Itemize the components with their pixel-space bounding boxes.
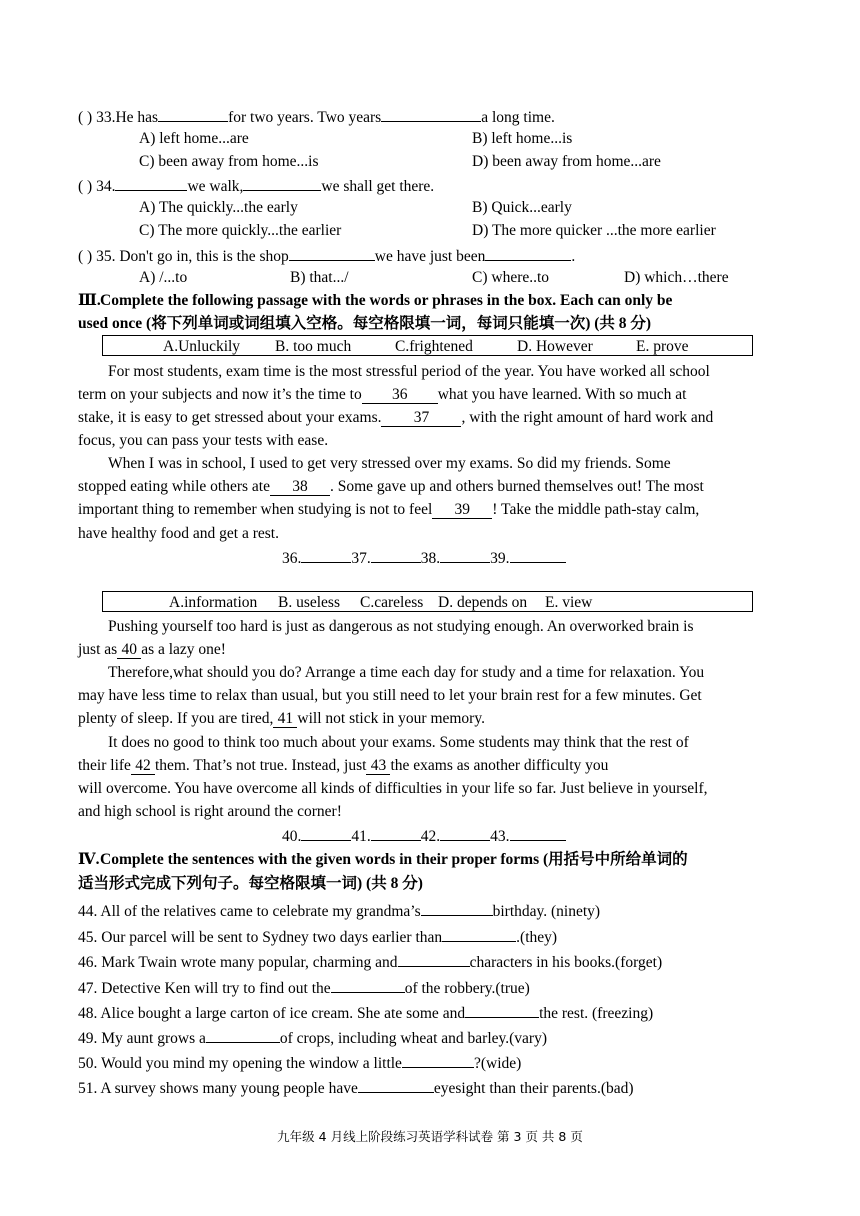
answer-label: 37. [351, 550, 371, 567]
q33-option-c: C) been away from home...is [139, 153, 319, 170]
passage-5-line [78, 756, 608, 776]
answer-line-40-43 [282, 825, 566, 847]
blank-43[interactable]: 43 [366, 758, 390, 775]
word-option: C.careless [360, 594, 424, 611]
q33-option-b: B) left home...is [472, 130, 573, 147]
section-numeral: Ⅲ. [78, 292, 101, 309]
text-run: birthday. (ninety) [492, 903, 601, 920]
text-run: . Some gave up and others burned themselves out! The most [329, 478, 704, 495]
answer-blank[interactable] [440, 825, 490, 841]
q34-text-a: ( ) 34. [78, 178, 116, 195]
answer-blank[interactable] [358, 1077, 434, 1093]
text-run: just as [78, 641, 118, 658]
word-option: B. useless [278, 594, 340, 611]
q34-option-a: A) The quickly...the early [139, 199, 298, 216]
answer-label: 40. [282, 828, 302, 845]
answer-blank[interactable] [440, 547, 490, 563]
text-run: term on your subjects and now it’s the time to [78, 386, 362, 403]
text-run: of the robbery.(true) [404, 980, 530, 997]
text-run: characters in his books.(forget) [469, 954, 663, 971]
text-run: .(they) [516, 929, 558, 946]
answer-blank[interactable] [115, 175, 187, 191]
answer-blank[interactable] [243, 175, 321, 191]
answer-blank[interactable] [371, 825, 421, 841]
text-run: the exams as another difficulty you [390, 757, 609, 774]
answer-line-36-39 [282, 547, 566, 569]
section-numeral: Ⅳ. [78, 851, 100, 868]
question-34-stem [78, 175, 434, 197]
text-run: 48. Alice bought a large carton of ice cream. She ate some and [78, 1005, 466, 1022]
text-run: 49. My aunt grows a [78, 1030, 206, 1047]
blank-42[interactable]: 42 [131, 758, 155, 775]
section-3-heading-line2: used once (将下列单词或词组填入空格。每空格限填一词，每词只能填一次) (共 8 分) [78, 315, 652, 332]
sentence-item-48 [78, 1002, 653, 1024]
passage-1-line [78, 408, 713, 428]
blank-36[interactable]: 36 [362, 387, 438, 404]
answer-label: 42. [420, 828, 441, 845]
word-option: D. depends on [438, 594, 528, 611]
text-run: will not stick in your memory. [297, 710, 485, 727]
word-box-2 [102, 591, 753, 612]
answer-blank[interactable] [289, 245, 375, 261]
word-option: C.frightened [395, 338, 473, 355]
text-run: ?(wide) [473, 1055, 522, 1072]
answer-label: 36. [282, 550, 302, 567]
answer-blank[interactable] [301, 825, 351, 841]
text-run: of crops, including wheat and barley.(vary) [279, 1030, 548, 1047]
passage-1-line [78, 385, 686, 405]
sentence-item-50 [78, 1052, 521, 1074]
q33-text-a: ( ) 33.He has [78, 109, 159, 126]
passage-5-line: and high school is right around the corner! [78, 803, 342, 820]
answer-blank[interactable] [510, 547, 566, 563]
text-run: 47. Detective Ken will try to find out the [78, 980, 331, 997]
text-run: important thing to remember when studying is not to feel [78, 501, 433, 518]
q34-text-c: we shall get there. [321, 178, 435, 195]
q33-text-b: for two years. Two years [228, 109, 382, 126]
sentence-item-49 [78, 1027, 547, 1049]
answer-blank[interactable] [206, 1027, 280, 1043]
q34-option-c: C) The more quickly...the earlier [139, 222, 342, 239]
answer-blank[interactable] [371, 547, 421, 563]
passage-4-line: may have less time to relax than usual, but you still need to let your brain rest for a few minutes. Get [78, 687, 702, 704]
text-run: ! Take the middle path-stay calm, [492, 501, 700, 518]
word-option: A.information [169, 594, 258, 611]
blank-39[interactable]: 39 [432, 502, 492, 519]
passage-3-line [78, 640, 226, 660]
answer-label: 41. [351, 828, 371, 845]
word-option: E. view [545, 594, 593, 611]
passage-2-line [78, 500, 699, 520]
q35-text-b: we have just been [374, 248, 486, 265]
blank-41[interactable]: 41 [273, 711, 297, 728]
passage-3-line: Pushing yourself too hard is just as dangerous as not studying enough. An overworked brain is [108, 618, 694, 635]
answer-label: 38. [420, 550, 441, 567]
section-3-heading [78, 291, 672, 311]
word-box-1 [102, 335, 753, 356]
text-run: their life [78, 757, 131, 774]
text-run: 44. All of the relatives came to celebrate my grandma’s [78, 903, 421, 920]
text-run: eyesight than their parents.(bad) [433, 1080, 634, 1097]
text-run: plenty of sleep. If you are tired, [78, 710, 274, 727]
q33-text-c: a long time. [481, 109, 555, 126]
answer-blank[interactable] [465, 1002, 539, 1018]
text-run: 51. A survey shows many young people have [78, 1080, 358, 1097]
word-option: B. too much [275, 338, 352, 355]
answer-blank[interactable] [398, 951, 470, 967]
q33-option-a: A) left home...are [139, 130, 249, 147]
text-run: them. That’s not true. Instead, just [154, 757, 367, 774]
answer-blank[interactable] [442, 926, 516, 942]
sentence-item-46 [78, 951, 662, 973]
passage-2-line [78, 477, 704, 497]
blank-37[interactable]: 37 [381, 410, 461, 427]
sentence-item-45 [78, 926, 557, 948]
word-option: E. prove [636, 338, 689, 355]
word-option: D. However [517, 338, 593, 355]
q35-text-a: ( ) 35. Don't go in, this is the shop [78, 248, 289, 265]
word-option: A.Unluckily [163, 338, 241, 355]
passage-2-line: When I was in school, I used to get very stressed over my exams. So did my friends. Some [108, 455, 671, 472]
answer-label: 39. [490, 550, 510, 567]
text-run: stake, it is easy to get stressed about your exams. [78, 409, 382, 426]
answer-label: 43. [490, 828, 510, 845]
blank-40[interactable]: 40 [117, 642, 141, 659]
text-run: 46. Mark Twain wrote many popular, charming and [78, 954, 398, 971]
text-run: as a lazy one! [141, 641, 226, 658]
q34-option-b: B) Quick...early [472, 199, 572, 216]
q35-option-d: D) which…there [624, 269, 729, 286]
section-title: Complete the following passage with the words or phrases in the box. Each can only be [100, 292, 673, 309]
answer-blank[interactable] [510, 825, 566, 841]
section-4-heading-line2: 适当形式完成下列句子。每空格限填一词) (共 8 分) [78, 875, 423, 892]
answer-blank[interactable] [421, 900, 493, 916]
answer-blank[interactable] [381, 106, 481, 122]
q35-option-b: B) that.../ [290, 269, 349, 286]
text-run: , with the right amount of hard work and [461, 409, 714, 426]
question-33-stem [78, 106, 555, 128]
passage-1-line: For most students, exam time is the most stressful period of the year. You have worked all school [108, 363, 710, 380]
page-footer: 九年级 4 月线上阶段练习英语学科试卷 第 3 页 共 8 页 [277, 1129, 583, 1144]
passage-4-line: Therefore,what should you do? Arrange a time each day for study and a time for relaxation. You [108, 664, 705, 681]
text-run: 45. Our parcel will be sent to Sydney two days earlier than [78, 929, 443, 946]
answer-blank[interactable] [331, 977, 405, 993]
text-run: the rest. (freezing) [539, 1005, 654, 1022]
section-title: Complete the sentences with the given words in their proper forms (用括号中所给单词的 [100, 851, 688, 868]
answer-blank[interactable] [485, 245, 571, 261]
answer-blank[interactable] [402, 1052, 474, 1068]
q35-text-c: . [571, 248, 576, 265]
q35-option-c: C) where..to [472, 269, 550, 286]
sentence-item-51 [78, 1077, 634, 1099]
q33-option-d: D) been away from home...are [472, 153, 661, 170]
question-35-stem [78, 245, 575, 267]
passage-5-line: will overcome. You have overcome all kinds of difficulties in your life so far. Just believe in yourself, [78, 780, 708, 797]
text-run: what you have learned. With so much at [437, 386, 687, 403]
text-run: 50. Would you mind my opening the window a little [78, 1055, 402, 1072]
text-run: stopped eating while others ate [78, 478, 270, 495]
answer-blank[interactable] [158, 106, 228, 122]
q34-option-d: D) The more quicker ...the more earlier [472, 222, 716, 239]
q35-option-a: A) /...to [139, 269, 188, 286]
passage-4-line [78, 709, 485, 729]
blank-38[interactable]: 38 [270, 479, 330, 496]
sentence-item-47 [78, 977, 530, 999]
passage-1-line: focus, you can pass your tests with ease. [78, 432, 329, 449]
passage-2-line: have healthy food and get a rest. [78, 525, 279, 542]
section-4-heading [78, 850, 688, 870]
answer-blank[interactable] [301, 547, 351, 563]
q34-text-b: we walk, [187, 178, 244, 195]
passage-5-line: It does no good to think too much about your exams. Some students may think that the rest of [108, 734, 689, 751]
sentence-item-44 [78, 900, 600, 922]
